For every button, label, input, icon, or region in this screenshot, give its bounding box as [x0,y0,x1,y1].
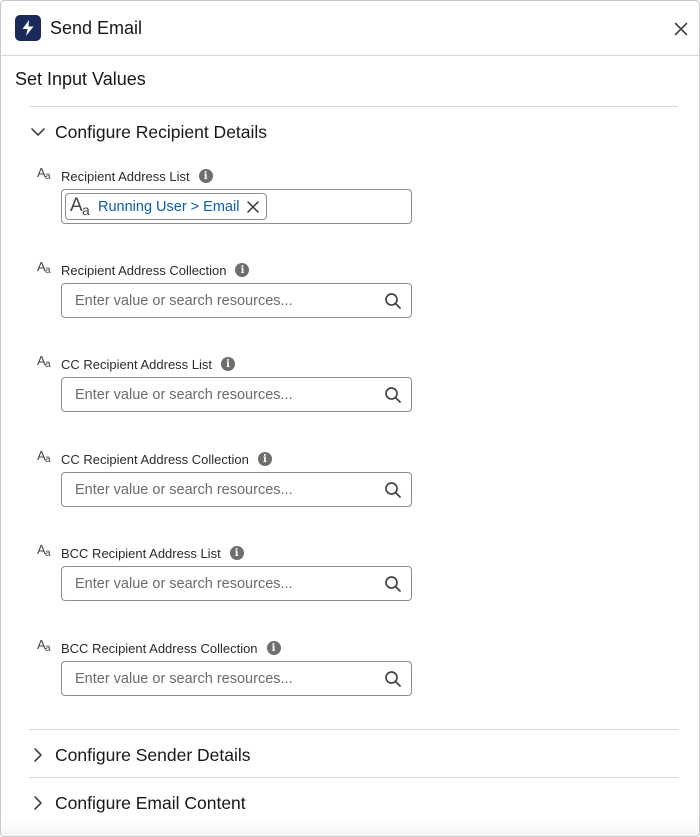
divider [29,729,678,730]
field-label: BCC Recipient Address Collection [61,640,258,656]
section-content-label: Configure Email Content [55,792,246,813]
resource-pill [65,193,267,220]
search-icon[interactable] [384,670,402,688]
field-cc-recipient-address-collection [37,450,417,468]
info-icon[interactable]: i [267,641,281,655]
info-icon[interactable]: i [230,546,244,560]
search-field[interactable] [61,566,412,601]
search-icon[interactable] [384,386,402,404]
text-type-icon: A a [37,637,51,654]
search-input[interactable] [75,473,375,506]
search-input[interactable] [75,284,375,317]
section-recipient-toggle[interactable] [29,118,267,146]
section-content-toggle[interactable] [29,789,246,817]
search-field[interactable] [61,283,412,318]
chevron-right-icon [29,794,47,812]
divider [29,106,678,107]
field-cc-recipient-address-list [37,355,417,373]
search-icon[interactable] [384,575,402,593]
chevron-down-icon [29,123,47,141]
panel-title: Send Email [50,18,143,38]
field-label: CC Recipient Address Collection [61,451,249,467]
bottom-fade [1,819,699,837]
field-bcc-recipient-address-collection [37,639,417,657]
field-recipient-address-list [37,165,417,218]
text-type-icon: A a [37,353,51,370]
search-icon[interactable] [384,481,402,499]
info-icon[interactable]: i [199,169,213,183]
field-label: BCC Recipient Address List [61,545,221,561]
field-label: Recipient Address Collection [61,262,227,278]
search-field[interactable] [61,377,412,412]
search-field[interactable] [61,661,412,696]
section-recipient-label: Configure Recipient Details [55,121,268,142]
search-input[interactable] [75,378,375,411]
info-icon[interactable]: i [221,357,235,371]
text-type-icon: A a [70,194,90,218]
section-sender-label: Configure Sender Details [55,744,251,765]
info-icon[interactable]: i [258,452,272,466]
search-input[interactable] [75,662,375,695]
divider [29,777,678,778]
close-icon[interactable] [672,20,690,38]
set-input-values-heading: Set Input Values [15,69,146,89]
field-label: Recipient Address List [61,168,190,184]
lightning-bolt-icon [15,15,41,41]
section-sender-toggle[interactable] [29,741,251,769]
recipient-address-list-input[interactable] [61,189,412,224]
panel-header [1,1,699,56]
search-icon[interactable] [384,292,402,310]
chevron-right-icon [29,746,47,764]
field-bcc-recipient-address-list [37,544,417,562]
field-label: CC Recipient Address List [61,356,213,372]
text-type-icon: A a [37,165,51,182]
text-type-icon: A a [37,448,51,465]
remove-pill-icon[interactable] [246,200,260,214]
text-type-icon: A a [37,259,51,276]
info-icon[interactable]: i [235,263,249,277]
search-input[interactable] [75,567,375,600]
field-recipient-address-collection [37,261,417,279]
pill-label: Running User > Email [98,198,240,215]
text-type-icon: A a [37,542,51,559]
search-field[interactable] [61,472,412,507]
